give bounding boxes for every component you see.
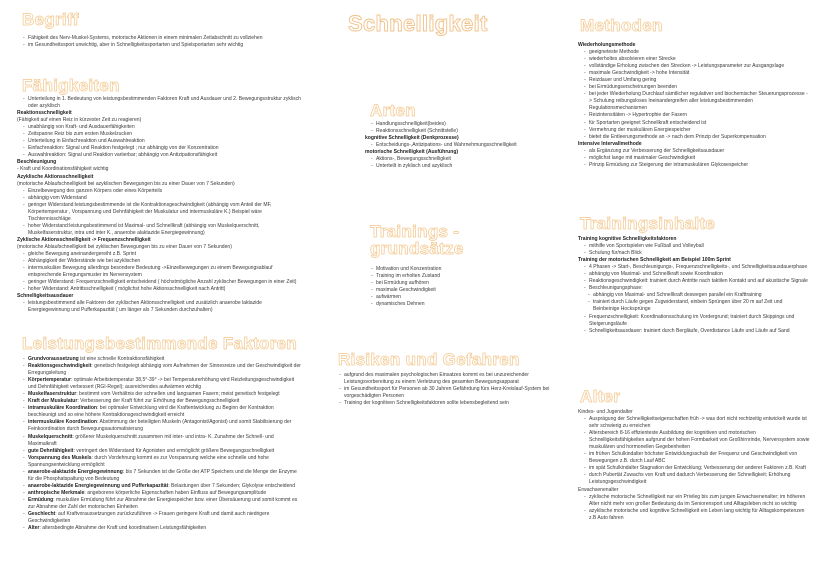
leistung-item <box>23 419 303 433</box>
list-item: - aufwärmen <box>371 294 565 301</box>
list-item: - Unterteilt in zyklisch und azyklisch <box>371 163 565 170</box>
list-item: - maximale Geschwindigkeit <box>371 287 565 294</box>
leistung-item <box>23 511 303 525</box>
list-item: - bietet die Entleerungsmethode an -> nach dem Prinzip der Superkompensation <box>584 134 810 141</box>
list-item: - unabhängig von Kraft- und Ausdauerfähigkeiten <box>23 124 303 131</box>
list-item: - aufgrund des maximalen psychologischen Einsatzes kommt es bei unzureichender Leistungsvorbereitung zu einem Verletzung des gesamten Bewegungsapparat <box>339 372 563 386</box>
leistung-item <box>23 356 303 363</box>
heading-faehigkeiten: Fähigkeiten <box>22 76 120 95</box>
list-item: - im spät Schulkindalter Stagnation der Entwicklung; Verbesserung der anderer Faktoren z.B. Kraft <box>584 465 810 472</box>
heading-risiken: Risiken und Gefahren <box>338 350 520 369</box>
leistung-text: : bis 7 Sekunden ist die Größe der ATP Speichers und die Menge der Enzyme für die Phosphatspaltung von Bedeutung <box>28 468 297 482</box>
list-item: - hoher Widerstand:leistungsbestimmend ist Maximal- und Schnellkraft (abhängig von Muskelquerschnitt, Muskelfaserstruktur, intra und inter K., anaerobe alaktazide Energiegewinnung) <box>23 223 303 237</box>
heading-leistung: Leistungsbestimmende Faktoren <box>22 334 298 353</box>
list-item: - dynamisches Dehnen <box>371 301 565 308</box>
methoden-block <box>578 42 810 169</box>
faehigkeiten-block <box>17 96 303 314</box>
leistung-item <box>23 434 303 448</box>
subheading-azyklisch: Azyklische Aktionsschnelligkeit <box>17 173 94 180</box>
list-item: - Aktions-, Bewegungsschnelligkeit <box>371 156 565 163</box>
list-item: - Reaktionsschnelligkeit (Schnittstelle) <box>371 128 565 135</box>
leistung-text: ist eine schnelle Kontraktionsfähigkeit <box>78 356 165 362</box>
leistung-item <box>23 405 303 419</box>
note: (motorische Ablaufschnelligkeit bei zyklischen Bewegungen bis zu einer Dauer von 7 Sekunden) <box>17 243 232 250</box>
leistung-term: anaerobe-alaktazide Energiegewinnung <box>28 468 123 475</box>
leistung-term: anaerobe-laktazide Energiegewinnung und Pufferkapazität <box>28 482 169 489</box>
leistung-text: : bei optimaler Entwicklung wird die Kraftentwicklung zu Beginn der Kontraktion beschleunigt und so eine höhere Kontraktionsgeschwindigkeit erreicht <box>28 405 274 419</box>
list-item: - Entscheidungs-,Antizipations- und Wahrnehmungsschnelligkeit <box>371 142 565 149</box>
note: (Fähigkeit auf einen Reiz in kürzester Zeit zu reagieren) <box>17 117 142 124</box>
risiken-block <box>333 372 563 407</box>
heading-begriff: Begriff <box>22 10 79 29</box>
leistung-item <box>23 455 303 469</box>
leistung-item <box>23 377 303 391</box>
list-item: - geringer Widerstand: Frequenzschnelligkeit entscheidend ( höchstmögliche Anzahl zyklischer Bewegungen in einer Zeit) <box>23 279 303 286</box>
list-item: - intermuskuläre Bewegung allerdings besondere Bedeutung ->Einzelbewegungen zu einem Bewegungsablauf entsprechende Erregungsmuster im Nervensystem <box>23 265 303 279</box>
leistung-text: : genetisch festgelegt abhängig vom Aufnehmen der Sinnesreize und der Geschwindigkeit der Erregungsleitung <box>28 363 301 377</box>
subheading-ausdauer: Schnelligkeitsausdauer <box>17 293 74 300</box>
list-item: - wiederholtes absolvieren einer Strecke <box>584 56 810 63</box>
leistung-text: : Abstimmung der beteiligten Muskeln (Antagonist/Agonist) und somit Stabilisierung der Feinkoordination durch Bewegungsautomatisierung <box>28 419 292 433</box>
leistung-term: gute Dehnfähigkeit <box>28 447 74 454</box>
leistung-item <box>23 483 303 490</box>
heading-arten: Arten <box>370 101 416 120</box>
leistung-term: Geschlecht <box>28 511 56 518</box>
list-item: - Training der kognitiven Schnelligkeitsfaktoren sollte lebensbegleitend sein <box>339 400 563 407</box>
list-item: - Frequenzschnelligkeit: Koordinationsschulung im Vordergrund; trainiert durch Skippings und Steigerungsläufe <box>584 314 810 328</box>
arten-block <box>365 121 565 170</box>
list-item: - bei jeder Wiederholung Durchlauf sämtlicher regulativer und biochemischer Steuerungsprozesse -> Schulung reibungsloses Ineinandergreifen aller leistungsbestimmenden Regulationsmechanismen <box>584 91 810 112</box>
subheading-zyklisch: Zyklische Aktionsschnelligkeit -> Frequenzschnelligkeit <box>17 236 151 243</box>
list-item: - hoher Widerstand: Antrittsschnelligkeit ( möglichst hohe Aktionsschnelligkeit nach Antritt) <box>23 286 303 293</box>
list-item: - Reizintensitäten -> Hypertrophie der Fasern <box>584 112 810 119</box>
leistung-item <box>23 490 303 497</box>
list-item: - Ausprägung der Schnelligkeitseigenschaften früh -> was dort nicht rechtzeitig entwickelt wurde ist sehr schwierig zu erreichen <box>584 416 810 430</box>
leistung-item <box>23 525 303 532</box>
list-item: - für Sportarten geeignet Schnellkraft entscheidend ist <box>584 120 810 127</box>
heading-methoden: Methoden <box>580 16 663 35</box>
begriff-block <box>17 35 287 49</box>
list-item: - Abhängigkeit der Widerstände wie bei azyklischen <box>23 258 303 265</box>
heading-alter: Alter <box>580 387 621 406</box>
leistung-text: : auf Kraftvoraussetzungen zurückzuführen -> Frauen geringere Kraft und damit auch niedrigere Geschwindigkeiten <box>28 511 270 525</box>
list-item: - trainiert durch Läufe gegen Zugwiderstand, einbein Sprüngen über 20 m auf Zeit und Beinbeinige Hocksprünge <box>588 299 810 313</box>
leistung-text: : durch Vordehnung kommt es zur Vorspannung welche eine schnelle und hohe Spannungsentwicklung ermöglicht <box>28 454 269 468</box>
leistung-item <box>23 497 303 511</box>
list-item: - Schulung für/nach Blick <box>584 250 810 257</box>
leistung-block <box>17 356 303 532</box>
list-item: - Vermehrung der muskulären Energiespeicher <box>584 127 810 134</box>
list-item: - zyklische motorische Schnelligkeit nur ein Privileg bis zum jungen Erwachsenenalter; im höheren Alter nicht mehr von großer Bedeutung da im Seniorensport und Alltagsleben nicht so wichtig <box>584 494 810 508</box>
list-item: - durch Pubertät Zuwachs von Kraft und dadurch Verbesserung der Schnelligkeit; Erhöhung Leistungsgeschwindigkeit <box>584 472 810 486</box>
leistung-text: : Belastungen über 7 Sekunden; Glykolyse entscheidend <box>168 482 296 489</box>
list-item: - vollständige Erholung zwischen den Strecken -> Leistungsparameter zur Ausgangslage <box>584 63 810 70</box>
list-item: - Motivation und Konzentration <box>371 266 565 273</box>
page-title: Schnelligkeit <box>348 11 488 36</box>
list-item: - als Ergänzung zur Verbesserung der Schnelligkeitsausdauer <box>584 148 810 155</box>
note: (motorische Ablaufschnelligkeit bei azyklischen Bewegungen bis zu einer Dauer von 7 Sekunden) <box>17 180 235 187</box>
leistung-term: Vorspannung des Muskels <box>28 454 92 461</box>
alter-block <box>578 409 810 522</box>
list-item: - Schnelligkeitsausdauer: trainiert durch Bergläufe, Overdistance Läufe und Läufe auf Sand <box>584 328 810 335</box>
list-item: - Altersbereich 8-16 effizienteste Ausbildung der kognitiven und motorischen Schnelligkeitsfähigkeiten aufgrund der hohen Formbarkeit von Großhirnrinde, Nervensystem sowie muskulären und hormonellen Gegebenheiten <box>584 430 810 451</box>
leistung-term: Grundvoraussetzung <box>28 356 79 362</box>
list-item: - geringer Widerstand:leistungsbestimmende ist die Kontraktionsgeschwindigkeit (abhängig vom Anteil der MF, Körpertemperatur , Vorspannung und Dehnfähigkeit der Muskulatur und intermuskuläre K.) Beispiel wäre Tischtennisschläge <box>23 202 303 223</box>
list-item: - abhängig von Maximal- und Schnellkraft sowie Koordination <box>584 271 810 278</box>
heading-trainingsgrundsaetze-1: Trainings - <box>370 222 460 241</box>
list-item: - bei Ermüdung aufhören <box>371 280 565 287</box>
leistung-text: : optimale Arbeitstemperatur 38,5°-39° -> bei Temperaturerhöhung wird Reizleitungsgeschwindigkeit und Dehnfähigkeit verbessert (RGI-Regel); ausreichendes aufwärmen wichtig <box>28 377 295 391</box>
leistung-term: Alter <box>28 525 40 532</box>
list-item: - Reizdauer und Umfang gering <box>584 77 810 84</box>
subheading-motorisch: motorische Schnelligkeit (Ausführung) <box>365 149 459 156</box>
leistung-text: : altersbedingte Abnahme der Kraft und koordinativen Leistungsfähigkeiten <box>39 525 207 532</box>
leistung-item <box>23 469 303 483</box>
leistung-term: intermuskuläre Koordination <box>28 419 97 426</box>
leistung-term: Körpertemperatur <box>28 377 71 384</box>
list-item: - mithilfe von Sportspielen wie Fußball und Volleyball <box>584 243 810 250</box>
list-item: - maximale Geschwindigkeit -> hohe Intensität <box>584 70 810 77</box>
list-item: - Handlungsschnelligkeit(beides) <box>371 121 565 128</box>
list-item: - geeigneteste Methode <box>584 49 810 56</box>
trainingsgrundsaetze-block <box>365 266 565 308</box>
list-item: - Auswahlreaktion: Signal und Reaktion variierbar; abhängig von Antizipationsfähigkeit <box>23 152 303 159</box>
subheading-kognitiv-training: Training kognitive Schnelligkeitsfaktoren <box>578 236 677 242</box>
list-item: - Reaktionsgeschwindigkeit: trainiert durch Antritte nach taktilen Kontakt und auf akustische Signale <box>584 278 810 285</box>
leistung-term: Ermüdung <box>28 496 54 503</box>
subheading-wiederholung: Wiederholungsmethode <box>578 42 636 48</box>
list-item: - abhängig vom Widerstand <box>23 195 303 202</box>
list-item: - bei Ermüdungserscheinungen beenden <box>584 84 810 91</box>
leistung-text: : verringert den Widerstand für Agonisten und ermöglicht größere Bewegungsschnelligkeit <box>73 447 275 454</box>
leistung-text: : bestimmt vom Verhältnis der schnellen und langsamen Fasern; meist genetisch festgelegt <box>76 391 280 398</box>
trainingsinhalte-block <box>578 236 810 335</box>
list-item: - Zeitspanne Reiz bis zum ersten Muskelzucken <box>23 131 303 138</box>
list-item: - Training im erholten Zustand <box>371 273 565 280</box>
leistung-text: : größerer Muskelquerschnitt zusammen mit inter- und intra- K. Zunahme der Schnell- und Maximalkraft <box>28 433 274 447</box>
leistung-text: : Verbesserung der Kraft führt zur Erhöhung der Bewegungsschnelligkeit <box>77 398 240 405</box>
leistung-text: : angeborene körperliche Eigenschaften haben Einfluss auf Bewegungsamplitude <box>84 489 267 496</box>
leistung-term: Reaktionsgeschwindigkeit <box>28 363 92 370</box>
leistung-term: intramuskuläre Koordination <box>28 405 97 412</box>
list-item: - gleiche Bewegung aneinandergereiht z.B. Sprint <box>23 251 303 258</box>
subheading-erwachsenenalter: Erwachsenenalter <box>578 486 619 493</box>
list-item: - Einfachreaktion: Signal und Reaktion festgelegt ; nur abhängig von der Konzentration <box>23 145 303 152</box>
list-item: - Fähigkeit des Nerv-Muskel-Systems, motorische Aktionen in einem minimalen Zeitabschnitt zu vollziehen <box>23 35 287 42</box>
leistung-term: Muskelquerschnitt <box>28 433 73 440</box>
list-item: - Beschleunigungsphase: <box>584 285 810 292</box>
list-item: - abhängig von Maximal- und Schnellkraft deswegen parallel ein Krafttraining <box>588 292 810 299</box>
leistung-item <box>23 448 303 455</box>
heading-trainingsinhalte: Trainingsinhalte <box>580 214 716 233</box>
list-item: - im frühen Schulkindalter höchster Entwicklungsschub der Frequenz und Geschwindigkeit von Bewegungen z.B. durch Lauf ABC <box>584 451 810 465</box>
list-item: - im Gesundheitssport für Personen ab 30 Jahren Gefährdung fürs Herz-Kreislauf-System bei vorgeschädigten Personen <box>339 386 563 400</box>
subheading-kindesalter: Kindes- und Jugendalter <box>578 409 633 415</box>
leistung-item <box>23 391 303 398</box>
list-item: - Prinzip Ermüdung zur Steigerung der intramuskulären Glykosespeicher <box>584 162 810 169</box>
list-item: - azyklische motorische und kognitive Schnelligkeit ein Leben lang wichtig für Alltagskompetenzen z.B Auto fahren <box>584 508 810 522</box>
leistung-list <box>17 356 303 532</box>
heading-trainingsgrundsaetze-2: grundsätze <box>370 239 464 258</box>
list-item: - möglichst lange mit maximaler Geschwindigkeit <box>584 155 810 162</box>
leistung-item <box>23 398 303 405</box>
subheading-reaktion: Reaktionsschnelligkeit <box>17 110 72 117</box>
leistung-term: anthropische Merkmale <box>28 489 85 496</box>
leistung-term: Kraft der Muskulatur <box>28 398 78 405</box>
leistung-text: : muskuläre Ermüdung führt zur Abnahme der Energiespeicher bzw. einer Übersäuerung und somit kommt es zur Abnahme der Zahl der motorischen Einheiten <box>28 496 298 510</box>
list-item: - im Gesundheitssport unwichtig, aber in Schnelligkeitssportarten und Spielsportarten sehr wichtig <box>23 42 287 49</box>
list-item: - Unterteilung in Einfachreaktion und Auswahlreaktion <box>23 138 303 145</box>
subheading-beschleunigung: Beschleunigung <box>17 159 57 166</box>
note: - Kraft und Koordinationsfähigkeit wichtig <box>17 166 109 173</box>
subheading-kognitiv: kognitive Schnelligkeit (Denkprozesse) <box>365 135 459 142</box>
list-item: - Unterteilung in 1. Bedeutung von leistungsbestimmenden Faktoren Kraft und Ausdauer und 2. Bewegungsstruktur zyklisch oder azyklisch <box>23 96 303 110</box>
subheading-intervall: Intensive Intervallmethode <box>578 140 642 147</box>
list-item: - leistungsbestimmend alle Faktoren der zyklischen Aktionsschnelligkeit und zusätzlich anaerobe laktazide Energiegewinnung und Pufferkapazität ( um länger als 7 Sekunden durchzuhalten) <box>23 300 303 314</box>
subheading-motorisch-training: Training der motorischen Schnelligkeit am Beispiel 100m Sprint <box>578 257 731 264</box>
leistung-term: Muskelfaserstruktur <box>28 391 77 398</box>
list-item: - Einzelbewegung des ganzen Körpers oder eines Körperteils <box>23 188 303 195</box>
list-item: - 4 Phasen -> Start-, Beschleunigungs-, Frequenzschnelligkeits-, und Schnelligkeitsausdauerphase <box>584 264 810 271</box>
leistung-item <box>23 363 303 377</box>
